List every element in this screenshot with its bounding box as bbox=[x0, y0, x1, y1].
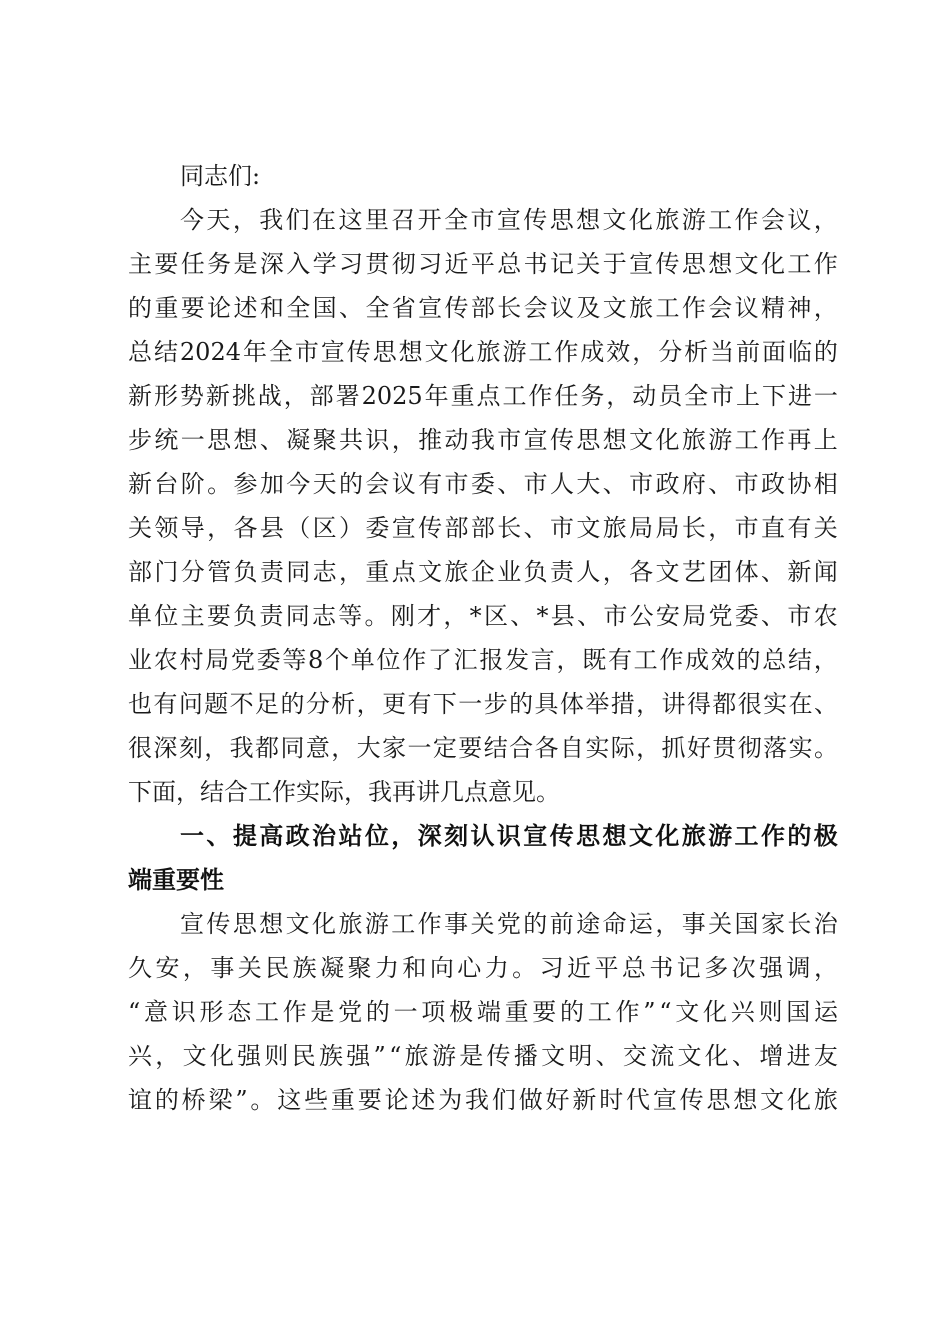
paragraph-line: 步 统 一 思 想 、 凝 聚 共 识 ， 推 动 我 市 宣 传 思 想 文 化 旅 游 工 作 再 上 bbox=[128, 426, 838, 454]
paragraph-line: 部 门 分 管 负 责 同 志 ， 重 点 文 旅 企 业 负 责 人 ， 各 文 艺 团 体 、 新 闻 bbox=[128, 558, 838, 586]
paragraph-line: 也 有 问 题 不 足 的 分 析 ， 更 有 下 一 步 的 具 体 举 措 ， 讲 得 都 很 实 在 、 bbox=[128, 690, 838, 718]
paragraph-line: 下面，结合工作实际，我再讲几点意见。 bbox=[128, 778, 560, 806]
paragraph-line: 业 农 村 局 党 委 等 8 个 单 位 作 了 汇 报 发 言 ， 既 有 工 作 成 效 的 总 结 ， bbox=[128, 646, 838, 674]
paragraph-line: 关 领 导 ， 各 县 （ 区 ） 委 宣 传 部 部 长 、 市 文 旅 局 局 长 ， 市 直 有 关 bbox=[128, 514, 838, 542]
paragraph-line: 的 重 要 论 述 和 全 国 、 全 省 宣 传 部 长 会 议 及 文 旅 工 作 会 议 精 神 ， bbox=[128, 294, 838, 322]
section-heading-line: 一 、 提 高 政 治 站 位 ， 深 刻 认 识 宣 传 思 想 文 化 旅 游 工 作 的 极 bbox=[180, 821, 838, 850]
paragraph-line: 主 要 任 务 是 深 入 学 习 贯 彻 习 近 平 总 书 记 关 于 宣 传 思 想 文 化 工 作 bbox=[128, 250, 838, 278]
paragraph-line: 久 安 ， 事 关 民 族 凝 聚 力 和 向 心 力 。 习 近 平 总 书 记 多 次 强 调 ， bbox=[128, 954, 838, 982]
document-body bbox=[128, 154, 838, 1122]
paragraph-line: 今 天 ， 我 们 在 这 里 召 开 全 市 宣 传 思 想 文 化 旅 游 工 作 会 议 ， bbox=[180, 206, 838, 234]
paragraph-line: 新 形 势 新 挑 战 ， 部 署 2025 年 重 点 工 作 任 务 ， 动 员 全 市 上 下 进 一 bbox=[128, 382, 838, 410]
paragraph-line: 兴 ， 文 化 强 则 民 族 强 ” “ 旅 游 是 传 播 文 明 、 交 流 文 化 、 增 进 友 bbox=[128, 1042, 838, 1070]
paragraph-line: 新 台 阶 。 参 加 今 天 的 会 议 有 市 委 、 市 人 大 、 市 政 府 、 市 政 协 相 bbox=[128, 470, 838, 498]
paragraph-line: 谊 的 桥 梁 ” 。 这 些 重 要 论 述 为 我 们 做 好 新 时 代 宣 传 思 想 文 化 旅 bbox=[128, 1086, 838, 1114]
paragraph-line: 单 位 主 要 负 责 同 志 等 。 刚 才 ， * 区 、 * 县 、 市 公 安 局 党 委 、 市 农 bbox=[128, 602, 838, 630]
paragraph-line: 总 结 2024 年 全 市 宣 传 思 想 文 化 旅 游 工 作 成 效 ， 分 析 当 前 面 临 的 bbox=[128, 338, 838, 366]
section-heading-line: 端重要性 bbox=[128, 865, 224, 894]
paragraph-line: 很 深 刻 ， 我 都 同 意 ， 大 家 一 定 要 结 合 各 自 实 际 ， 抓 好 贯 彻 落 实 。 bbox=[128, 734, 838, 762]
paragraph-line: “ 意 识 形 态 工 作 是 党 的 一 项 极 端 重 要 的 工 作 ” “ 文 化 兴 则 国 运 bbox=[128, 998, 838, 1026]
paragraph-line: 同志们: bbox=[180, 162, 261, 190]
paragraph-line: 宣 传 思 想 文 化 旅 游 工 作 事 关 党 的 前 途 命 运 ， 事 关 国 家 长 治 bbox=[180, 910, 838, 938]
